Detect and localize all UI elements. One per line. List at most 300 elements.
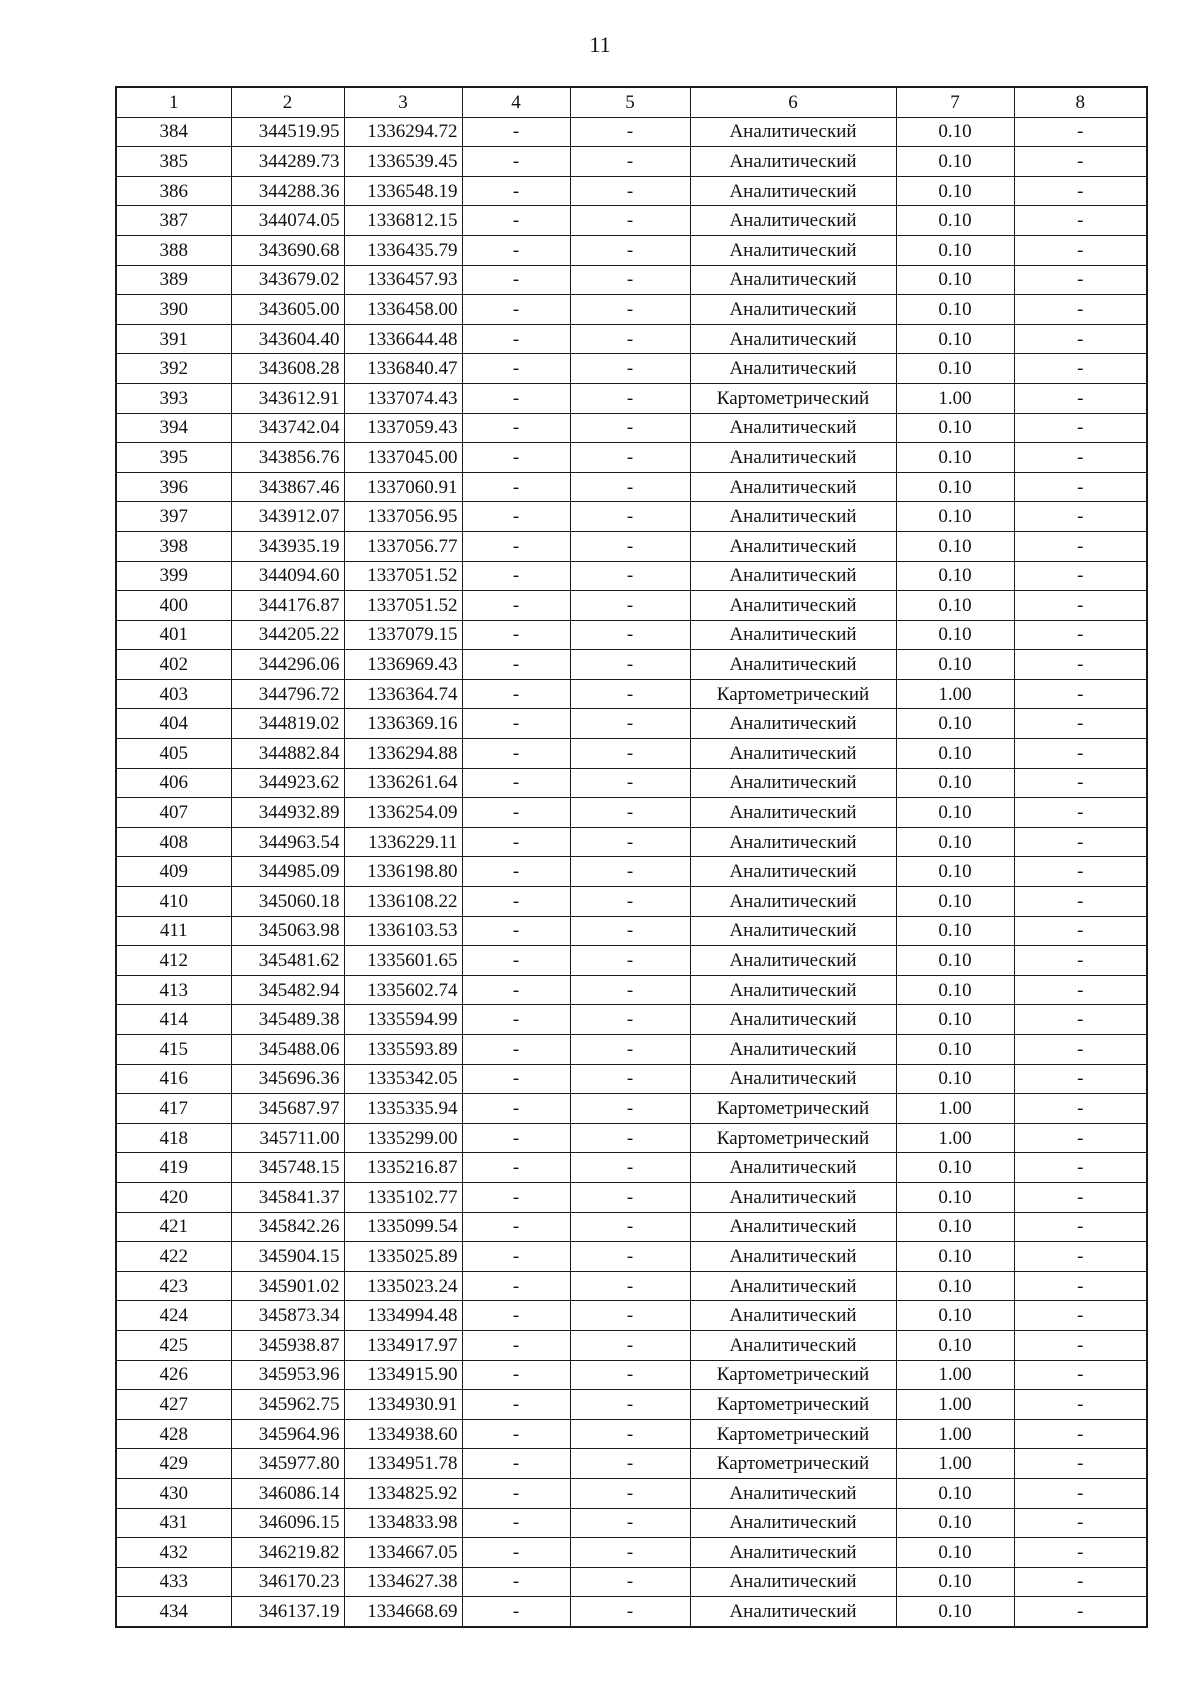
table-cell: 396: [116, 472, 231, 502]
table-row: [116, 1508, 1147, 1538]
table-cell: 400: [116, 591, 231, 621]
table-cell: Аналитический: [690, 147, 896, 177]
table-cell: Аналитический: [690, 531, 896, 561]
table-cell: -: [1014, 443, 1147, 473]
table-cell: -: [1014, 1242, 1147, 1272]
table-cell: -: [570, 1035, 690, 1065]
table-cell: -: [1014, 147, 1147, 177]
table-cell: 344932.89: [231, 798, 344, 828]
table-cell: -: [462, 1538, 570, 1568]
table-row: [116, 620, 1147, 650]
table-cell: 0.10: [896, 1478, 1014, 1508]
table-cell: 1337056.77: [344, 531, 462, 561]
table-cell: 432: [116, 1538, 231, 1568]
table-cell: -: [570, 857, 690, 887]
table-cell: -: [462, 1330, 570, 1360]
table-row: [116, 472, 1147, 502]
table-cell: -: [462, 413, 570, 443]
table-cell: 345711.00: [231, 1123, 344, 1153]
table-cell: 344176.87: [231, 591, 344, 621]
table-cell: 1336548.19: [344, 176, 462, 206]
table-cell: -: [570, 176, 690, 206]
table-cell: 343690.68: [231, 235, 344, 265]
table-row: [116, 383, 1147, 413]
table-cell: 346086.14: [231, 1478, 344, 1508]
table-cell: -: [462, 117, 570, 147]
table-row: [116, 1035, 1147, 1065]
table-header-row: [116, 87, 1147, 117]
table-cell: -: [462, 1478, 570, 1508]
table-row: [116, 531, 1147, 561]
table-cell: 1.00: [896, 383, 1014, 413]
table-cell: -: [462, 561, 570, 591]
table-row: [116, 1449, 1147, 1479]
table-cell: -: [462, 1360, 570, 1390]
table-cell: -: [462, 1449, 570, 1479]
table-cell: 0.10: [896, 1182, 1014, 1212]
table-cell: Аналитический: [690, 620, 896, 650]
table-cell: -: [570, 472, 690, 502]
table-cell: 343605.00: [231, 295, 344, 325]
column-header: 4: [462, 87, 570, 117]
table-cell: -: [462, 1064, 570, 1094]
table-cell: Аналитический: [690, 1153, 896, 1183]
table-cell: 1336457.93: [344, 265, 462, 295]
table-cell: 387: [116, 206, 231, 236]
table-cell: Картометрический: [690, 1449, 896, 1479]
table-cell: 345696.36: [231, 1064, 344, 1094]
table-cell: -: [462, 502, 570, 532]
table-cell: -: [570, 916, 690, 946]
table-cell: -: [462, 1005, 570, 1035]
table-cell: -: [1014, 1212, 1147, 1242]
table-cell: Аналитический: [690, 768, 896, 798]
table-row: [116, 147, 1147, 177]
table-row: [116, 1360, 1147, 1390]
table-cell: 430: [116, 1478, 231, 1508]
table-cell: 1336369.16: [344, 709, 462, 739]
table-cell: 0.10: [896, 265, 1014, 295]
table-cell: -: [462, 887, 570, 917]
table-cell: 403: [116, 679, 231, 709]
table-cell: 0.10: [896, 916, 1014, 946]
table-cell: 1336644.48: [344, 324, 462, 354]
table-cell: -: [570, 1094, 690, 1124]
table-cell: 1337059.43: [344, 413, 462, 443]
column-header: 1: [116, 87, 231, 117]
table-cell: -: [1014, 1094, 1147, 1124]
table-cell: -: [570, 206, 690, 236]
table-cell: 0.10: [896, 472, 1014, 502]
table-cell: 405: [116, 739, 231, 769]
table-row: [116, 1182, 1147, 1212]
table-cell: 1335216.87: [344, 1153, 462, 1183]
table-cell: 0.10: [896, 561, 1014, 591]
table-cell: 344923.62: [231, 768, 344, 798]
table-cell: 411: [116, 916, 231, 946]
table-cell: -: [1014, 1390, 1147, 1420]
table-cell: 0.10: [896, 1242, 1014, 1272]
table-cell: -: [462, 1301, 570, 1331]
table-row: [116, 916, 1147, 946]
table-cell: -: [462, 946, 570, 976]
table-cell: 1336108.22: [344, 887, 462, 917]
column-header: 6: [690, 87, 896, 117]
table-cell: -: [570, 827, 690, 857]
table-cell: -: [1014, 857, 1147, 887]
table-cell: 1337056.95: [344, 502, 462, 532]
table-cell: 410: [116, 887, 231, 917]
table-cell: 399: [116, 561, 231, 591]
table-cell: -: [570, 502, 690, 532]
table-row: [116, 443, 1147, 473]
table-cell: Аналитический: [690, 916, 896, 946]
table-cell: -: [570, 295, 690, 325]
table-cell: -: [570, 1508, 690, 1538]
table-cell: 423: [116, 1271, 231, 1301]
table-cell: 1.00: [896, 1449, 1014, 1479]
table-cell: 1336294.72: [344, 117, 462, 147]
table-row: [116, 709, 1147, 739]
table-cell: -: [462, 709, 570, 739]
table-row: [116, 946, 1147, 976]
table-cell: -: [1014, 1123, 1147, 1153]
table-cell: Аналитический: [690, 561, 896, 591]
table-cell: -: [570, 768, 690, 798]
table-cell: 1.00: [896, 1123, 1014, 1153]
table-cell: -: [462, 443, 570, 473]
table-cell: 0.10: [896, 324, 1014, 354]
table-row: [116, 324, 1147, 354]
table-cell: -: [1014, 1182, 1147, 1212]
table-cell: -: [1014, 679, 1147, 709]
table-cell: Аналитический: [690, 798, 896, 828]
table-row: [116, 768, 1147, 798]
table-cell: -: [1014, 1064, 1147, 1094]
table-cell: 407: [116, 798, 231, 828]
table-cell: 345962.75: [231, 1390, 344, 1420]
table-cell: Аналитический: [690, 709, 896, 739]
table-cell: -: [1014, 1271, 1147, 1301]
table-cell: -: [1014, 591, 1147, 621]
table-cell: -: [462, 1271, 570, 1301]
table-cell: -: [570, 413, 690, 443]
table-cell: 1336458.00: [344, 295, 462, 325]
page-number: 11: [589, 32, 611, 57]
table-cell: 0.10: [896, 1005, 1014, 1035]
table-cell: -: [570, 1182, 690, 1212]
table-cell: -: [1014, 1567, 1147, 1597]
table-cell: -: [462, 295, 570, 325]
table-cell: 344985.09: [231, 857, 344, 887]
table-cell: 419: [116, 1153, 231, 1183]
table-cell: -: [1014, 1035, 1147, 1065]
table-cell: 1337051.52: [344, 561, 462, 591]
table-cell: -: [570, 1360, 690, 1390]
table-cell: Аналитический: [690, 975, 896, 1005]
table-cell: 389: [116, 265, 231, 295]
table-cell: 425: [116, 1330, 231, 1360]
table-cell: 345938.87: [231, 1330, 344, 1360]
table-cell: -: [462, 798, 570, 828]
table-cell: 398: [116, 531, 231, 561]
table-row: [116, 1567, 1147, 1597]
table-cell: -: [1014, 176, 1147, 206]
table-cell: 386: [116, 176, 231, 206]
table-cell: Аналитический: [690, 1035, 896, 1065]
table-cell: -: [1014, 1153, 1147, 1183]
table-cell: -: [570, 1153, 690, 1183]
table-cell: -: [1014, 1005, 1147, 1035]
table-cell: 0.10: [896, 1330, 1014, 1360]
table-cell: 1.00: [896, 1390, 1014, 1420]
table-cell: -: [1014, 354, 1147, 384]
table-cell: 344519.95: [231, 117, 344, 147]
table-cell: 1337051.52: [344, 591, 462, 621]
table-cell: 421: [116, 1212, 231, 1242]
table-cell: 0.10: [896, 147, 1014, 177]
table-cell: -: [570, 235, 690, 265]
table-cell: Картометрический: [690, 1390, 896, 1420]
table-row: [116, 206, 1147, 236]
table-row: [116, 235, 1147, 265]
table-cell: 0.10: [896, 798, 1014, 828]
table-cell: Аналитический: [690, 1478, 896, 1508]
table-body: [116, 117, 1147, 1627]
table-cell: 345964.96: [231, 1419, 344, 1449]
table-cell: 427: [116, 1390, 231, 1420]
table-cell: 424: [116, 1301, 231, 1331]
table-cell: -: [462, 1419, 570, 1449]
table-cell: 343935.19: [231, 531, 344, 561]
table-cell: 1334917.97: [344, 1330, 462, 1360]
table-cell: 0.10: [896, 591, 1014, 621]
table-cell: -: [1014, 975, 1147, 1005]
table-cell: -: [570, 1212, 690, 1242]
table-cell: 418: [116, 1123, 231, 1153]
table-cell: 345901.02: [231, 1271, 344, 1301]
table-cell: Аналитический: [690, 1212, 896, 1242]
table-cell: 385: [116, 147, 231, 177]
table-cell: -: [462, 206, 570, 236]
table-cell: 390: [116, 295, 231, 325]
table-cell: 409: [116, 857, 231, 887]
table-cell: -: [1014, 265, 1147, 295]
table-cell: -: [570, 531, 690, 561]
table-cell: -: [462, 324, 570, 354]
table-cell: 0.10: [896, 235, 1014, 265]
table-cell: -: [1014, 324, 1147, 354]
table-cell: 408: [116, 827, 231, 857]
table-row: [116, 1064, 1147, 1094]
table-row: [116, 1271, 1147, 1301]
table-cell: 0.10: [896, 1064, 1014, 1094]
table-row: [116, 1390, 1147, 1420]
column-header: 3: [344, 87, 462, 117]
table-cell: -: [462, 650, 570, 680]
table-cell: Аналитический: [690, 413, 896, 443]
table-cell: -: [570, 620, 690, 650]
table-cell: 1.00: [896, 1094, 1014, 1124]
table-cell: 413: [116, 975, 231, 1005]
table-cell: 1336254.09: [344, 798, 462, 828]
table-cell: -: [570, 1390, 690, 1420]
table-cell: 394: [116, 413, 231, 443]
table-cell: -: [462, 472, 570, 502]
table-cell: -: [570, 887, 690, 917]
table-cell: -: [570, 709, 690, 739]
table-row: [116, 176, 1147, 206]
table-cell: 1336969.43: [344, 650, 462, 680]
table-cell: 345953.96: [231, 1360, 344, 1390]
table-row: [116, 1242, 1147, 1272]
table-cell: Аналитический: [690, 206, 896, 236]
table-cell: 395: [116, 443, 231, 473]
table-cell: -: [1014, 620, 1147, 650]
table-cell: -: [462, 1212, 570, 1242]
table-cell: 0.10: [896, 620, 1014, 650]
table-cell: -: [1014, 739, 1147, 769]
table-cell: -: [462, 1123, 570, 1153]
table-cell: 0.10: [896, 1538, 1014, 1568]
table-cell: 1335602.74: [344, 975, 462, 1005]
table-cell: -: [570, 1597, 690, 1627]
table-cell: Аналитический: [690, 1508, 896, 1538]
table-cell: -: [462, 1597, 570, 1627]
table-cell: -: [1014, 1597, 1147, 1627]
table-cell: -: [570, 354, 690, 384]
table-cell: 0.10: [896, 1212, 1014, 1242]
table-cell: -: [570, 650, 690, 680]
table-cell: 397: [116, 502, 231, 532]
table-cell: -: [1014, 413, 1147, 443]
table-cell: 1334627.38: [344, 1567, 462, 1597]
table-cell: -: [462, 1242, 570, 1272]
table-cell: 0.10: [896, 502, 1014, 532]
table-cell: -: [462, 176, 570, 206]
table-cell: 417: [116, 1094, 231, 1124]
table-cell: 345063.98: [231, 916, 344, 946]
table-cell: -: [1014, 798, 1147, 828]
table-cell: 414: [116, 1005, 231, 1035]
table-cell: 1337079.15: [344, 620, 462, 650]
table-cell: Картометрический: [690, 1094, 896, 1124]
table-cell: 426: [116, 1360, 231, 1390]
table-cell: Аналитический: [690, 739, 896, 769]
table-cell: 1336261.64: [344, 768, 462, 798]
table-cell: -: [462, 354, 570, 384]
table-cell: -: [462, 975, 570, 1005]
table-cell: -: [1014, 1478, 1147, 1508]
table-cell: 1336812.15: [344, 206, 462, 236]
table-cell: 0.10: [896, 1301, 1014, 1331]
column-header: 7: [896, 87, 1014, 117]
table-row: [116, 1330, 1147, 1360]
table-cell: Аналитический: [690, 857, 896, 887]
table-cell: 402: [116, 650, 231, 680]
table-cell: -: [1014, 531, 1147, 561]
table-cell: 346219.82: [231, 1538, 344, 1568]
table-cell: Картометрический: [690, 1419, 896, 1449]
table-cell: 434: [116, 1597, 231, 1627]
table-cell: -: [1014, 946, 1147, 976]
table-cell: -: [570, 1271, 690, 1301]
table-cell: -: [570, 117, 690, 147]
table-cell: 1335594.99: [344, 1005, 462, 1035]
table-cell: 1337074.43: [344, 383, 462, 413]
table-cell: 345687.97: [231, 1094, 344, 1124]
table-cell: 344963.54: [231, 827, 344, 857]
table-cell: Аналитический: [690, 650, 896, 680]
table-cell: 343867.46: [231, 472, 344, 502]
table-cell: 0.10: [896, 117, 1014, 147]
table-cell: 0.10: [896, 768, 1014, 798]
table-cell: 406: [116, 768, 231, 798]
table-cell: -: [1014, 206, 1147, 236]
table-cell: 1335593.89: [344, 1035, 462, 1065]
table-cell: Аналитический: [690, 265, 896, 295]
table-cell: 1334938.60: [344, 1419, 462, 1449]
table-row: [116, 265, 1147, 295]
table-cell: -: [462, 620, 570, 650]
table-cell: -: [570, 147, 690, 177]
table-cell: -: [1014, 117, 1147, 147]
table-row: [116, 798, 1147, 828]
table-cell: -: [570, 946, 690, 976]
table-cell: Аналитический: [690, 887, 896, 917]
table-cell: Аналитический: [690, 1005, 896, 1035]
table-row: [116, 1153, 1147, 1183]
table-cell: Аналитический: [690, 1567, 896, 1597]
table-cell: 345977.80: [231, 1449, 344, 1479]
table-cell: 1334951.78: [344, 1449, 462, 1479]
table-cell: 344796.72: [231, 679, 344, 709]
table-cell: Аналитический: [690, 176, 896, 206]
table-cell: -: [570, 1330, 690, 1360]
table-row: [116, 354, 1147, 384]
table-cell: 344074.05: [231, 206, 344, 236]
table-row: [116, 857, 1147, 887]
table-cell: 0.10: [896, 413, 1014, 443]
table-cell: 343608.28: [231, 354, 344, 384]
table-cell: 391: [116, 324, 231, 354]
table-cell: 344819.02: [231, 709, 344, 739]
table-cell: -: [1014, 1360, 1147, 1390]
table-cell: -: [570, 975, 690, 1005]
table-row: [116, 502, 1147, 532]
table-cell: Аналитический: [690, 827, 896, 857]
table-row: [116, 1419, 1147, 1449]
table-cell: -: [462, 679, 570, 709]
table-cell: 0.10: [896, 1153, 1014, 1183]
table-cell: -: [570, 443, 690, 473]
table-cell: 0.10: [896, 295, 1014, 325]
table-cell: 346170.23: [231, 1567, 344, 1597]
table-row: [116, 1123, 1147, 1153]
table-cell: 343604.40: [231, 324, 344, 354]
table-cell: 343612.91: [231, 383, 344, 413]
table-cell: 433: [116, 1567, 231, 1597]
table-cell: 1.00: [896, 1360, 1014, 1390]
table-cell: 416: [116, 1064, 231, 1094]
column-header: 8: [1014, 87, 1147, 117]
table-cell: -: [1014, 827, 1147, 857]
table-cell: -: [1014, 1508, 1147, 1538]
table-cell: 0.10: [896, 827, 1014, 857]
table-cell: -: [570, 1538, 690, 1568]
column-header: 5: [570, 87, 690, 117]
table-cell: -: [570, 265, 690, 295]
